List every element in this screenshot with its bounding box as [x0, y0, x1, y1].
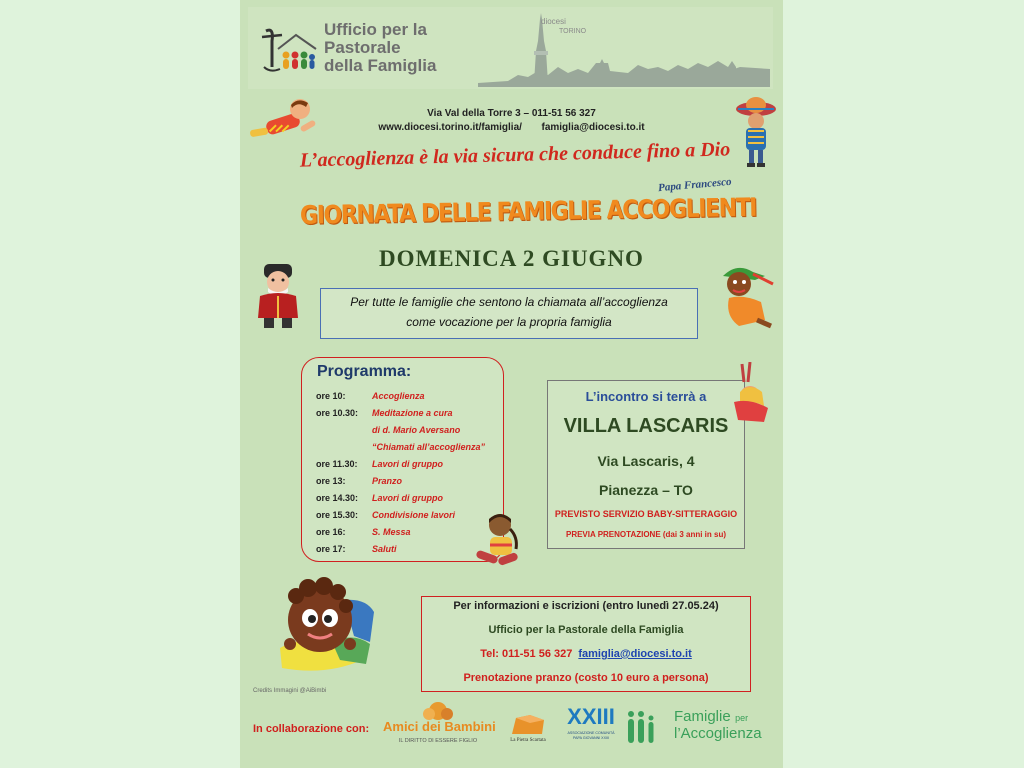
amici-name: Amici dei Bambini	[383, 719, 496, 734]
program-activity: Condivisione lavori	[372, 510, 456, 520]
program-time: ore 16:	[316, 527, 346, 537]
venue-box	[547, 380, 745, 549]
program-activity: Accoglienza	[372, 391, 425, 401]
office-name	[324, 21, 436, 75]
program-activity: Saluti	[372, 544, 397, 554]
program-time: ore 15.30:	[316, 510, 359, 520]
braid-girl-illustration	[470, 511, 528, 577]
booking-notice: PREVIA PRENOTAZIONE (dai 3 anni in su)	[565, 530, 726, 539]
web-email-line	[240, 122, 783, 133]
program-row	[316, 544, 397, 554]
tree-icon	[418, 701, 458, 721]
program-row	[316, 510, 455, 520]
famiglie-word: Famiglie	[674, 708, 731, 725]
office-line-2: Pastorale	[324, 38, 401, 57]
info-lunch: Prenotazione pranzo (costo 10 euro a persona)	[463, 672, 709, 684]
pope-quote: L’accoglienza è la via sicura che conduce fino a Dio	[299, 138, 731, 172]
collaboration-label: In collaborazione con:	[253, 723, 370, 735]
program-row	[316, 408, 453, 418]
website-link[interactable]: www.diocesi.torino.it/famiglia/	[378, 122, 522, 133]
program-row	[316, 391, 425, 401]
xxiii-subtitle: ASSOCIAZIONE COMUNITÀ PAPA GIOVANNI XXIII	[567, 731, 615, 740]
quote-author: Papa Francesco	[657, 175, 733, 195]
program-time: ore 11.30:	[316, 459, 358, 469]
audience-line-1: Per tutte le famiglie che sentono la chiamata all’accoglienza	[350, 295, 668, 309]
info-email-link[interactable]: famiglia@diocesi.to.it	[578, 648, 692, 660]
program-time: ore 10.30:	[316, 408, 359, 418]
audience-line-2: come vocazione per la propria famiglia	[406, 315, 612, 329]
program-row	[316, 459, 443, 469]
stone-icon	[510, 714, 546, 736]
info-office: Ufficio per la Pastorale della Famiglia	[488, 624, 684, 636]
torino-label: TORINO	[559, 28, 587, 35]
pietra-scartata-logo	[505, 714, 551, 748]
poster	[240, 0, 783, 768]
african-girl-illustration	[715, 262, 779, 334]
program-activity: Lavori di gruppo	[372, 493, 443, 503]
info-box	[421, 596, 751, 692]
program-row	[316, 527, 411, 537]
diocesi-label: diocesi	[541, 17, 566, 26]
amici-dei-bambini-logo	[383, 701, 496, 749]
program-activity: Meditazione a cura	[372, 408, 453, 418]
winter-boy-illustration	[252, 262, 304, 332]
program-activity: di d. Mario Aversano	[372, 425, 461, 435]
audience-box	[320, 288, 698, 339]
event-date: DOMENICA 2 GIUGNO	[379, 246, 644, 271]
curly-boy-illustration	[274, 572, 382, 678]
program-time: ore 10:	[316, 391, 346, 401]
program-activity: “Chiamati all’accoglienza”	[372, 442, 486, 452]
program-row	[316, 425, 460, 435]
venue-city: Pianezza – TO	[599, 482, 693, 498]
event-title: GIORNATA DELLE FAMIGLIE ACCOGLIENTI	[299, 193, 757, 231]
program-activity: Pranzo	[372, 476, 403, 486]
program-time: ore 14.30:	[316, 493, 359, 503]
program-activity: S. Messa	[372, 527, 411, 537]
xxiii-mark: XXIII	[567, 704, 615, 729]
office-line-1: Ufficio per la	[324, 20, 427, 39]
per-word: per	[735, 713, 749, 723]
info-contacts	[422, 648, 750, 660]
sombrero-boy-illustration	[734, 95, 778, 170]
diocesi-torino-logo	[541, 17, 586, 35]
venue-street: Via Lascaris, 4	[597, 453, 695, 469]
babysitting-notice: PREVISTO SERVIZIO BABY-SITTERAGGIO	[554, 509, 738, 519]
family-logo-icon	[260, 23, 322, 75]
program-title: Programma:	[317, 363, 412, 380]
family-figures-icon	[625, 710, 657, 744]
program-activity: Lavori di gruppo	[372, 459, 443, 469]
amici-subtitle: IL DIRITTO DI ESSERE FIGLIO	[398, 738, 478, 744]
office-line-3: della Famiglia	[324, 56, 437, 75]
header-banner	[248, 7, 773, 89]
famiglie-accoglienza-logo	[674, 708, 774, 746]
venue-intro: L’incontro si terrà a	[585, 389, 707, 404]
info-heading: Per informazioni e iscrizioni (entro lunedì 27.05.24)	[453, 600, 719, 612]
program-row	[316, 493, 443, 503]
email-link[interactable]: famiglia@diocesi.to.it	[541, 122, 645, 133]
program-row	[316, 442, 485, 452]
native-girl-illustration	[728, 362, 778, 424]
program-time: ore 17:	[316, 544, 346, 554]
pietra-name: La Pietra Scartata	[510, 738, 546, 743]
accoglienza-word: l’Accoglienza	[674, 725, 762, 742]
info-phone[interactable]: Tel: 011-51 56 327	[480, 648, 573, 660]
papa-giovanni-logo	[565, 704, 617, 746]
program-time: ore 13:	[316, 476, 346, 486]
turin-skyline	[478, 11, 770, 87]
image-credits: Credits Immagini @AiBimbi	[253, 688, 327, 694]
address-line: Via Val della Torre 3 – 011-51 56 327	[427, 108, 596, 119]
flying-boy-illustration	[248, 95, 320, 153]
venue-name: VILLA LASCARIS	[563, 415, 729, 437]
program-row	[316, 476, 402, 486]
